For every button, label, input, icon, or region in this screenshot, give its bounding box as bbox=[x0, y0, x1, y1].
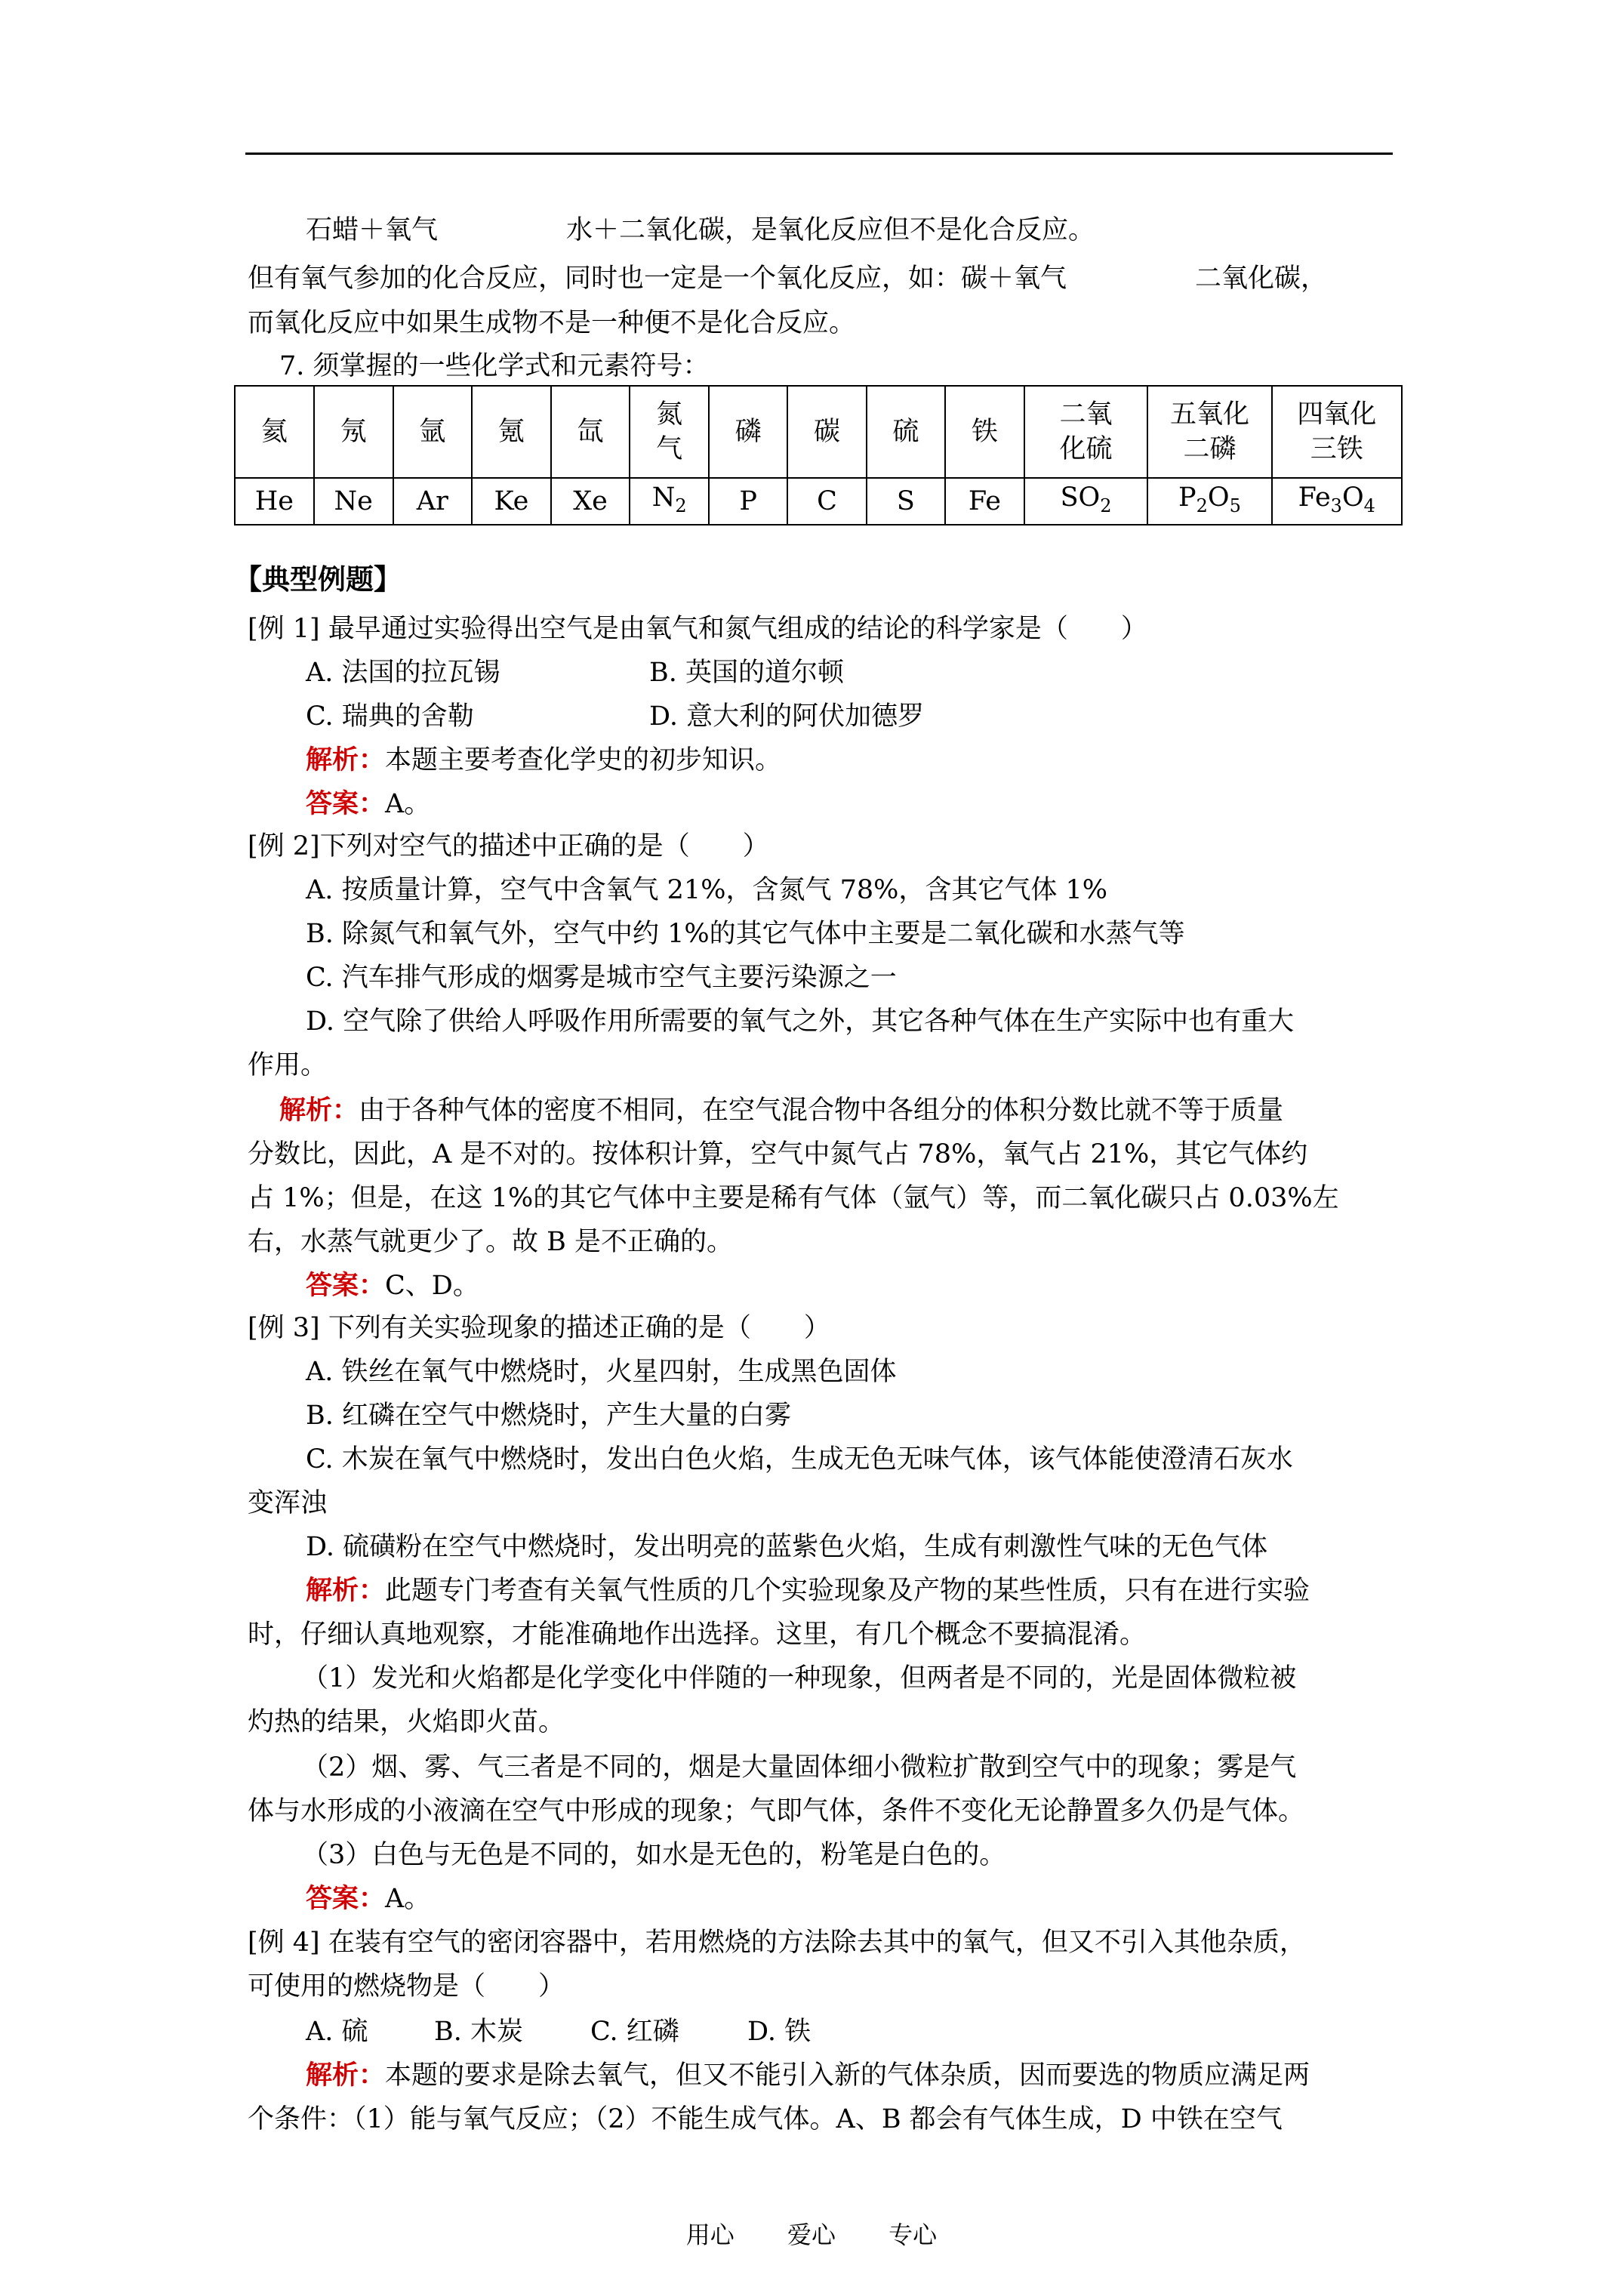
element-symbol-cell bbox=[314, 478, 393, 525]
element-name-cell bbox=[630, 386, 709, 478]
ex4-analysis-label: 解析： bbox=[306, 2060, 386, 2091]
element-name-text: 二氧 bbox=[1059, 399, 1113, 430]
ex1-answer-label: 答案： bbox=[306, 788, 386, 819]
element-symbol-cell bbox=[1147, 478, 1271, 525]
ex3-point-3: （3）白色与无色是不同的，如水是无色的，粉笔是白色的。 bbox=[302, 1840, 1006, 1870]
element-name-cell bbox=[472, 386, 551, 478]
ex4-analysis-line-2: 个条件：（1）能与氧气反应；（2）不能生成气体。A、B 都会有气体生成，D 中铁在空气 bbox=[248, 2104, 1283, 2134]
ex2-analysis-label: 解析： bbox=[279, 1095, 359, 1126]
element-symbol-cell bbox=[393, 478, 473, 525]
element-symbol-cell bbox=[235, 478, 314, 525]
ex3-option-d: D. 硫磺粉在空气中燃烧时，发出明亮的蓝紫色火焰，生成有刺激性气味的无色气体 bbox=[306, 1532, 1268, 1562]
intro-line-4: 7. 须掌握的一些化学式和元素符号： bbox=[279, 351, 710, 381]
ex2-option-d-line-1: D. 空气除了供给人呼吸作用所需要的氧气之外，其它各种气体在生产实际中也有重大 bbox=[306, 1006, 1295, 1037]
intro-line-2-left: 但有氧气参加的化合反应，同时也一定是一个氧化反应，如：碳＋氧气 bbox=[248, 264, 1067, 294]
ex1-answer-text: A。 bbox=[385, 789, 431, 819]
ex4-analysis-text-1: 本题的要求是除去氧气，但又不能引入新的气体杂质，因而要选的物质应满足两 bbox=[385, 2060, 1310, 2091]
element-name-cell bbox=[787, 386, 866, 478]
header-rule bbox=[245, 153, 1393, 155]
element-name-row bbox=[235, 386, 1402, 478]
ex2-question: [例 2]下列对空气的描述中正确的是（ ） bbox=[248, 831, 769, 861]
ex3-analysis-label: 解析： bbox=[306, 1575, 386, 1606]
element-symbol-cell bbox=[945, 478, 1024, 525]
footer-word-3: 专心 bbox=[888, 2220, 938, 2249]
ex1-option-d: D. 意大利的阿伏加德罗 bbox=[649, 701, 925, 732]
ex1-analysis-text: 本题主要考查化学史的初步知识。 bbox=[385, 745, 782, 775]
element-name-cell bbox=[393, 386, 473, 478]
element-name-cell bbox=[867, 386, 945, 478]
element-name-text: 硫 bbox=[892, 417, 919, 447]
intro-line-2 bbox=[248, 261, 1327, 296]
ex2-analysis-line-3: 占 1%；但是，在这 1%的其它气体中主要是稀有气体（氩气）等，而二氧化碳只占 0.03%左 bbox=[248, 1183, 1339, 1213]
intro-line-1-right: 水＋二氧化碳，是氧化反应但不是化合反应。 bbox=[566, 215, 1095, 245]
ex3-answer-text: A。 bbox=[385, 1884, 431, 1914]
intro-line-2-right: 二氧化碳， bbox=[1195, 264, 1328, 294]
element-symbol-cell bbox=[472, 478, 551, 525]
ex4-analysis-line-1 bbox=[306, 2058, 1310, 2093]
element-name-cell bbox=[1147, 386, 1271, 478]
element-symbol-cell bbox=[787, 478, 866, 525]
element-name-text: 化硫 bbox=[1059, 434, 1113, 464]
element-name-text: 二磷 bbox=[1183, 434, 1236, 464]
symbol-base: He bbox=[254, 486, 294, 516]
ex3-option-b: B. 红磷在空气中燃烧时，产生大量的白雾 bbox=[306, 1401, 791, 1431]
ex2-answer bbox=[306, 1268, 479, 1303]
element-symbol-cell bbox=[1024, 478, 1148, 525]
intro-line-1 bbox=[306, 213, 1095, 248]
symbol-base: N bbox=[651, 482, 676, 513]
ex1-answer bbox=[306, 787, 430, 821]
ex1-analysis-label: 解析： bbox=[306, 744, 386, 775]
ex2-option-c: C. 汽车排气形成的烟雾是城市空气主要污染源之一 bbox=[306, 963, 897, 993]
element-name-cell bbox=[1272, 386, 1402, 478]
ex2-option-d-line-2: 作用。 bbox=[248, 1050, 328, 1080]
element-name-text: 氩 bbox=[419, 417, 446, 447]
element-name-cell bbox=[235, 386, 314, 478]
symbol-base: Fe bbox=[1298, 482, 1331, 513]
ex2-analysis-line-2: 分数比，因此，A 是不对的。按体积计算，空气中氮气占 78%，氧气占 21%，其它气体约 bbox=[248, 1139, 1308, 1170]
ex2-answer-label: 答案： bbox=[306, 1270, 386, 1301]
ex3-analysis-line-1 bbox=[306, 1573, 1310, 1608]
element-symbol-cell bbox=[709, 478, 787, 525]
element-symbol-row bbox=[235, 478, 1402, 525]
ex3-point-1-line-2: 灼热的结果，火焰即火苗。 bbox=[248, 1707, 565, 1737]
element-name-text: 氙 bbox=[577, 417, 604, 447]
symbol-subscript: 4 bbox=[1363, 495, 1375, 516]
element-symbol-cell bbox=[551, 478, 630, 525]
symbol-base: Ne bbox=[334, 486, 373, 516]
element-name-cell bbox=[945, 386, 1024, 478]
element-table bbox=[234, 385, 1403, 525]
ex3-point-1-line-1: （1）发光和火焰都是化学变化中伴随的一种现象，但两者是不同的，光是固体微粒被 bbox=[302, 1663, 1297, 1693]
element-name-cell bbox=[1024, 386, 1148, 478]
symbol-base: P bbox=[739, 486, 757, 516]
element-name-text: 氖 bbox=[340, 417, 367, 447]
ex3-point-2-line-1: （2）烟、雾、气三者是不同的，烟是大量固体细小微粒扩散到空气中的现象；雾是气 bbox=[302, 1752, 1297, 1783]
symbol-subscript: 3 bbox=[1330, 495, 1342, 516]
element-name-text: 氦 bbox=[260, 417, 288, 447]
symbol-subscript: 2 bbox=[675, 495, 687, 516]
intro-line-1-left: 石蜡＋氧气 bbox=[306, 215, 439, 245]
ex3-option-c-line-2: 变浑浊 bbox=[248, 1488, 328, 1518]
symbol-base: Ar bbox=[416, 486, 448, 516]
symbol-base: Fe bbox=[968, 486, 1001, 516]
element-name-cell bbox=[709, 386, 787, 478]
symbol-base: S bbox=[896, 486, 915, 516]
ex3-answer-label: 答案： bbox=[306, 1883, 386, 1914]
intro-line-3: 而氧化反应中如果生成物不是一种便不是化合反应。 bbox=[248, 308, 856, 338]
element-name-text: 气 bbox=[656, 434, 683, 464]
element-name-text: 磷 bbox=[735, 417, 762, 447]
ex2-analysis-line-4: 右，水蒸气就更少了。故 B 是不正确的。 bbox=[248, 1227, 733, 1257]
element-name-cell bbox=[314, 386, 393, 478]
ex3-option-a: A. 铁丝在氧气中燃烧时，火星四射，生成黑色固体 bbox=[306, 1357, 897, 1387]
ex4-option-d: D. 铁 bbox=[747, 2017, 812, 2047]
page-footer bbox=[0, 2220, 1623, 2250]
element-name-text: 氮 bbox=[656, 399, 683, 430]
symbol-base: P bbox=[1178, 482, 1196, 513]
symbol-subscript: 2 bbox=[1196, 495, 1208, 516]
ex1-option-c: C. 瑞典的舍勒 bbox=[306, 701, 474, 732]
section-title: 【典型例题】 bbox=[234, 562, 402, 596]
ex4-option-c: C. 红磷 bbox=[590, 2017, 679, 2047]
element-name-text: 四氧化 bbox=[1297, 399, 1377, 430]
ex2-analysis-text-1: 由于各种气体的密度不相同，在空气混合物中各组分的体积分数比就不等于质量 bbox=[359, 1096, 1284, 1126]
symbol-base: C bbox=[817, 486, 837, 516]
ex1-analysis bbox=[306, 743, 781, 778]
footer-word-1: 用心 bbox=[685, 2220, 735, 2249]
ex4-option-b: B. 木炭 bbox=[434, 2017, 523, 2047]
element-name-text: 铁 bbox=[971, 417, 998, 447]
ex3-point-2-line-2: 体与水形成的小液滴在空气中形成的现象；气即气体，条件不变化无论静置多久仍是气体。 bbox=[248, 1796, 1305, 1826]
ex4-question-line-1: [例 4] 在装有空气的密闭容器中，若用燃烧的方法除去其中的氧气，但又不引入其他杂质， bbox=[248, 1928, 1306, 1958]
element-name-text: 氪 bbox=[497, 417, 525, 447]
element-symbol-cell bbox=[867, 478, 945, 525]
symbol-subscript: 5 bbox=[1229, 495, 1241, 516]
ex3-analysis-text-1: 此题专门考查有关氧气性质的几个实验现象及产物的某些性质，只有在进行实验 bbox=[385, 1576, 1310, 1606]
ex4-question-line-2: 可使用的燃烧物是（ ） bbox=[248, 1971, 565, 2002]
ex2-option-b: B. 除氮气和氧气外，空气中约 1%的其它气体中主要是二氧化碳和水蒸气等 bbox=[306, 919, 1185, 949]
element-name-text: 五氧化 bbox=[1169, 399, 1249, 430]
ex1-option-a: A. 法国的拉瓦锡 bbox=[306, 658, 500, 688]
symbol-base: O bbox=[1207, 482, 1230, 513]
ex2-analysis-line-1 bbox=[279, 1093, 1283, 1128]
ex1-question: [例 1] 最早通过实验得出空气是由氧气和氮气组成的结论的科学家是（ ） bbox=[248, 614, 1147, 644]
ex2-answer-text: C、D。 bbox=[385, 1271, 479, 1301]
symbol-base: Ke bbox=[494, 486, 529, 516]
element-name-text: 碳 bbox=[814, 417, 841, 447]
symbol-base: SO bbox=[1060, 482, 1101, 513]
element-name-text: 三铁 bbox=[1310, 434, 1363, 464]
symbol-base: Xe bbox=[573, 486, 608, 516]
ex2-option-a: A. 按质量计算，空气中含氧气 21%，含氮气 78%，含其它气体 1% bbox=[306, 875, 1108, 905]
ex3-question: [例 3] 下列有关实验现象的描述正确的是（ ） bbox=[248, 1313, 830, 1343]
element-symbol-cell bbox=[1272, 478, 1402, 525]
ex3-analysis-line-2: 时，仔细认真地观察，才能准确地作出选择。这里，有几个概念不要搞混淆。 bbox=[248, 1620, 1147, 1650]
ex4-option-a: A. 硫 bbox=[306, 2017, 368, 2047]
ex3-option-c-line-1: C. 木炭在氧气中燃烧时，发出白色火焰，生成无色无味气体，该气体能使澄清石灰水 bbox=[306, 1444, 1293, 1475]
element-symbol-cell bbox=[630, 478, 709, 525]
footer-word-2: 爱心 bbox=[787, 2220, 836, 2249]
ex1-option-b: B. 英国的道尔顿 bbox=[649, 658, 844, 688]
element-name-cell bbox=[551, 386, 630, 478]
ex3-answer bbox=[306, 1881, 430, 1916]
symbol-base: O bbox=[1341, 482, 1364, 513]
symbol-subscript: 2 bbox=[1100, 495, 1112, 516]
